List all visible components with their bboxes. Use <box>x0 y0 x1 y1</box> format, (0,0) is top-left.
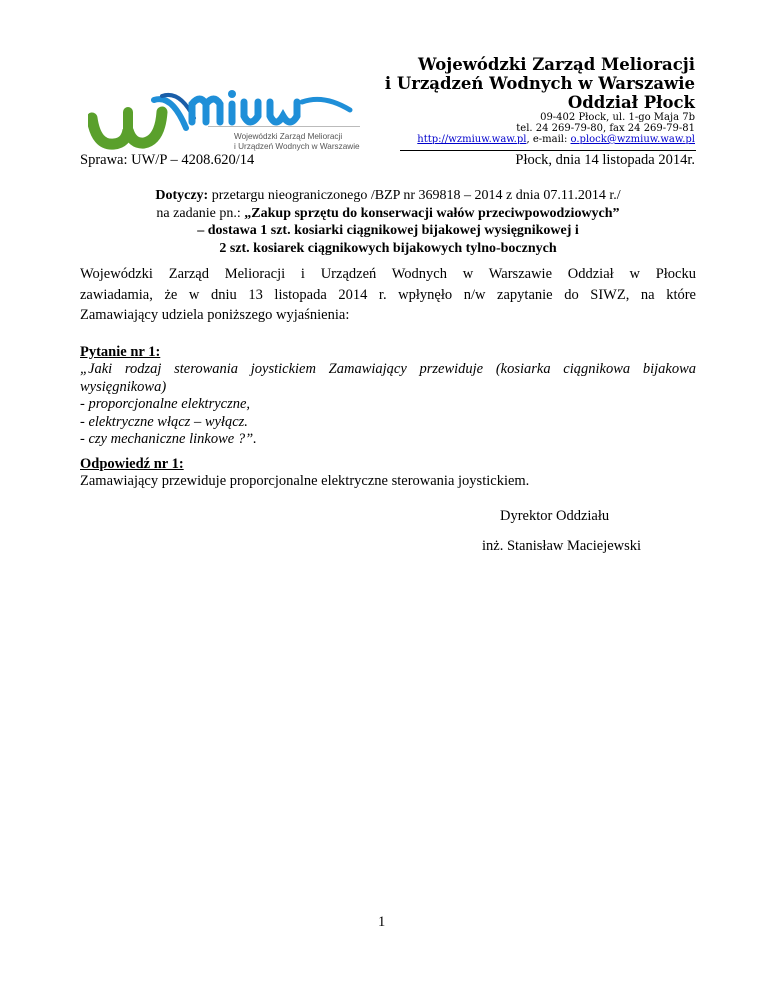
subject-label: Dotyczy: <box>155 188 209 203</box>
subject-line1 <box>80 187 696 205</box>
logo-caption-line1: Wojewódzki Zarząd Melioracji <box>234 132 343 141</box>
signature-role: Dyrektor Oddziału <box>500 508 610 524</box>
question-option1: - proporcjonalne elektryczne, <box>80 396 251 412</box>
intro-line1: Wojewódzki Zarząd Melioracji i Urządzeń Wodnych w Warszawie Oddział w Płocku <box>80 266 696 282</box>
org-name-line1: Wojewódzki Zarząd Melioracji <box>418 55 695 74</box>
org-phone: tel. 24 269-79-80, fax 24 269-79-81 <box>516 123 695 134</box>
question-line2: wysięgnikowa) <box>80 378 167 395</box>
place-date: Płock, dnia 14 listopada 2014r. <box>515 152 695 168</box>
intro-line3: Zamawiający udziela poniższego wyjaśnienia: <box>80 307 350 323</box>
signature-name: inż. Stanisław Maciejewski <box>482 538 642 554</box>
answer-text: Zamawiający przewiduje proporcjonalne elektryczne sterowania joystickiem. <box>80 473 530 489</box>
email-prefix: , e-mail: <box>526 134 571 145</box>
email-link[interactable]: o.plock@wzmiuw.waw.pl <box>570 134 695 145</box>
task-name: „Zakup sprzętu do konserwacji wałów przeciwpowodziowych” <box>244 205 620 221</box>
org-contact <box>417 134 695 145</box>
subject-text: przetargu nieograniczonego /BZP nr 369818 – 2014 z dnia 07.11.2014 r./ <box>208 188 621 203</box>
page-number: 1 <box>378 914 386 930</box>
header-divider <box>400 150 696 151</box>
intro-paragraph <box>80 264 696 326</box>
question-line1: „Jaki rodzaj sterowania joystickiem Zamawiający przewiduje (kosiarka ciągnikowa bijakowa <box>80 361 696 377</box>
org-address: 09-402 Płock, ul. 1-go Maja 7b <box>540 112 695 123</box>
org-name-line2: i Urządzeń Wodnych w Warszawie <box>384 74 695 93</box>
question-option3: - czy mechaniczne linkowe ?”. <box>80 431 257 447</box>
subject-line4 <box>80 240 696 258</box>
question-title: Pytanie nr 1: <box>80 344 161 360</box>
org-branch: Oddział Płock <box>567 93 695 112</box>
case-number: Sprawa: UW/P – 4208.620/14 <box>80 152 255 168</box>
logo-caption-line2: i Urządzeń Wodnych w Warszawie <box>234 142 360 151</box>
subject-block <box>80 187 696 257</box>
task-item2: 2 szt. kosiarek ciągnikowych bijakowych tylno-bocznych <box>219 240 557 256</box>
intro-line2: zawiadamia, że w dniu 13 listopada 2014 r. wpłynęło n/w zapytanie do SIWZ, na które <box>80 286 696 303</box>
question-option2: - elektryczne włącz – wyłącz. <box>80 413 248 430</box>
website-link[interactable]: http://wzmiuw.waw.pl <box>417 134 527 145</box>
task-item1: – dostawa 1 szt. kosiarki ciągnikowej bijakowej wysięgnikowej i <box>197 223 579 238</box>
subject-line3 <box>80 222 696 240</box>
subject-line2 <box>80 205 696 223</box>
task-prefix: na zadanie pn.: <box>156 205 245 221</box>
question-body <box>80 361 696 449</box>
answer-title: Odpowiedź nr 1: <box>80 456 184 472</box>
